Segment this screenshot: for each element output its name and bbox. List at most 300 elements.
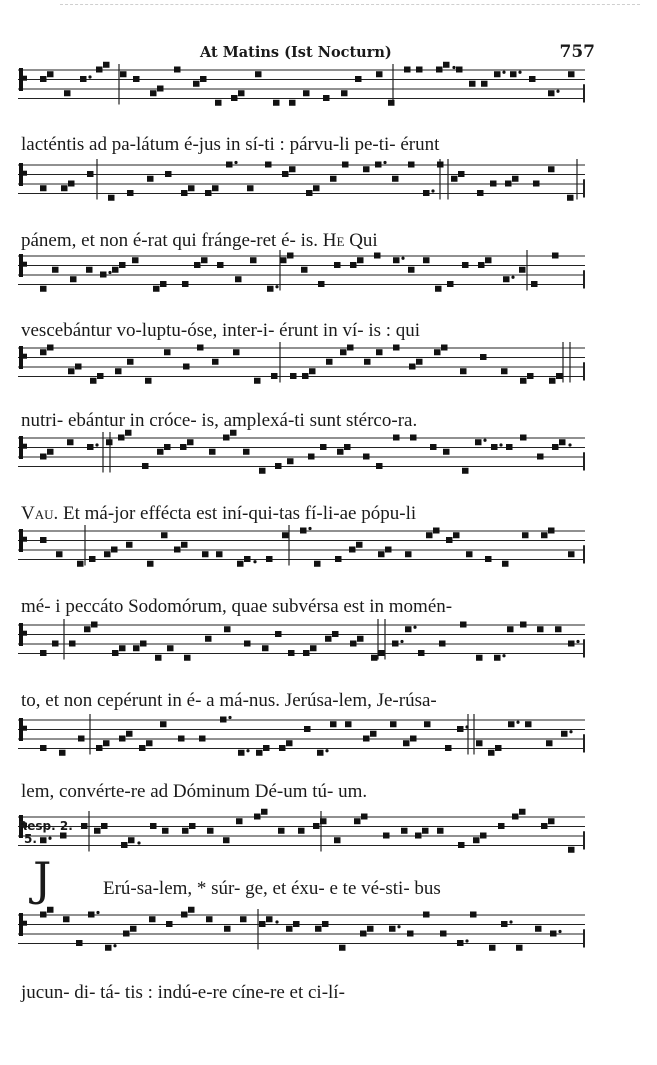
neume: [320, 818, 327, 824]
neume: [212, 359, 219, 365]
neume: [423, 912, 430, 918]
mora-dot: [483, 439, 486, 442]
neume: [162, 828, 169, 834]
neume: [80, 76, 87, 82]
neume: [330, 176, 337, 182]
neume: [478, 262, 485, 268]
neume: [451, 176, 458, 182]
mora-dot: [568, 443, 571, 446]
mora-dot: [113, 944, 116, 947]
neume: [189, 823, 196, 829]
neume: [147, 561, 154, 567]
neume: [262, 645, 269, 651]
neume: [78, 736, 85, 742]
neume: [416, 359, 423, 365]
neume: [87, 171, 94, 177]
neume: [548, 166, 555, 172]
neume: [289, 166, 296, 172]
neume: [282, 532, 289, 538]
neume: [237, 561, 244, 567]
neume: [96, 745, 103, 751]
neume: [502, 561, 509, 567]
neume: [501, 368, 508, 374]
neume: [244, 641, 251, 647]
neume: [263, 745, 270, 751]
neume: [371, 655, 378, 661]
mora-dot: [569, 730, 572, 733]
neume: [491, 444, 498, 450]
neume: [410, 435, 417, 441]
neume: [503, 276, 510, 282]
neume: [146, 740, 153, 746]
neume: [393, 257, 400, 263]
neume: [422, 828, 429, 834]
mora-dot: [383, 161, 386, 164]
neume: [403, 740, 410, 746]
neume: [103, 740, 110, 746]
neume: [408, 162, 415, 168]
mora-dot: [137, 841, 140, 844]
neume: [460, 622, 467, 628]
mora-dot: [509, 920, 512, 923]
neume: [149, 916, 156, 922]
neume: [302, 373, 309, 379]
neume: [161, 532, 168, 538]
lyric-line-last: jucun- di- tá- tis : indú-e-re cíne-re et ci-lí-: [21, 982, 345, 1003]
neume: [188, 185, 195, 191]
neume: [87, 444, 94, 450]
neume: [480, 354, 487, 360]
neume: [202, 551, 209, 557]
neume: [332, 631, 339, 637]
neume: [94, 828, 101, 834]
neume: [501, 921, 508, 927]
neume: [552, 253, 559, 259]
mora-dot: [234, 161, 237, 164]
neume: [90, 378, 97, 384]
neume: [494, 655, 501, 661]
neume: [164, 444, 171, 450]
neume: [507, 626, 514, 632]
neume: [112, 650, 119, 656]
mora-dot: [576, 640, 579, 643]
mora-dot: [397, 925, 400, 928]
neume: [535, 926, 542, 932]
neume: [157, 449, 164, 455]
neume: [423, 257, 430, 263]
neume: [410, 736, 417, 742]
neume: [322, 921, 329, 927]
neume: [266, 556, 273, 562]
neume: [59, 750, 66, 756]
neume: [119, 262, 126, 268]
lyric-line-7: to, et non cepérunt in é- a má-nus. Jerúsa-lem, Je-rúsa-: [21, 690, 437, 711]
neume: [520, 622, 527, 628]
clef: [22, 444, 27, 449]
neume: [458, 171, 465, 177]
neume: [287, 458, 294, 464]
neume: [97, 373, 104, 379]
neume: [40, 745, 47, 751]
neume: [320, 444, 327, 450]
neume: [259, 468, 266, 474]
mora-dot: [95, 443, 98, 446]
neume: [376, 71, 383, 77]
neume: [378, 551, 385, 557]
neume: [75, 364, 82, 370]
neume: [289, 100, 296, 106]
neume: [424, 721, 431, 727]
neume: [334, 262, 341, 268]
neume: [437, 828, 444, 834]
neume: [350, 262, 357, 268]
lyric-line-5: Vau. Et má-jor effécta est iní-qui-tas fí-li-ae pópu-li: [21, 503, 417, 524]
neume: [206, 916, 213, 922]
neume: [68, 181, 75, 187]
neume: [519, 809, 526, 815]
neume: [354, 818, 361, 824]
mora-dot: [556, 90, 559, 93]
neume: [286, 740, 293, 746]
neume: [119, 645, 126, 651]
neume: [344, 444, 351, 450]
neume: [166, 921, 173, 927]
neume: [440, 931, 447, 937]
neume: [215, 100, 222, 106]
neume: [393, 435, 400, 441]
neume: [200, 76, 207, 82]
neume: [374, 253, 381, 259]
mora-dot: [516, 721, 519, 724]
mora-dot: [502, 71, 505, 74]
neume: [541, 532, 548, 538]
neume: [40, 454, 47, 460]
neume: [376, 463, 383, 469]
neume: [520, 435, 527, 441]
neume: [127, 359, 134, 365]
neume: [181, 190, 188, 196]
drop-initial: J: [33, 852, 52, 906]
neume: [309, 368, 316, 374]
neume: [512, 814, 519, 820]
neume: [313, 185, 320, 191]
neume: [475, 439, 482, 445]
neume: [408, 267, 415, 273]
neume: [103, 62, 110, 68]
mora-dot: [275, 285, 278, 288]
neume: [559, 439, 566, 445]
neume: [550, 931, 557, 937]
neume: [447, 281, 454, 287]
mora-dot: [511, 276, 514, 279]
neume: [405, 626, 412, 632]
neume: [370, 731, 377, 737]
page-number: 757: [559, 42, 595, 62]
neume: [375, 162, 382, 168]
neume: [77, 561, 84, 567]
neume: [265, 162, 272, 168]
neume: [443, 62, 450, 68]
neume: [40, 349, 47, 355]
neume: [155, 655, 162, 661]
neume: [132, 257, 139, 263]
neume: [193, 81, 200, 87]
neume: [126, 731, 133, 737]
neume: [453, 532, 460, 538]
neume: [356, 542, 363, 548]
lyric-line-6: mé- i peccáto Sodomórum, quae subvérsa est in momén-: [21, 596, 453, 617]
mora-dot: [108, 271, 111, 274]
neume: [233, 349, 240, 355]
neume: [306, 190, 313, 196]
neume: [355, 76, 362, 82]
neume: [133, 645, 140, 651]
neume: [409, 364, 416, 370]
neume: [40, 185, 47, 191]
neume: [247, 185, 254, 191]
neume: [238, 90, 245, 96]
neume: [61, 185, 68, 191]
neume: [164, 349, 171, 355]
lyric-line-3: vescebántur vo-luptu-óse, inter-i- érunt in ví- is : qui: [21, 320, 421, 341]
neume: [256, 750, 263, 756]
neume: [527, 373, 534, 379]
neume: [390, 721, 397, 727]
neume: [342, 162, 349, 168]
clef: [22, 262, 27, 267]
neume: [290, 373, 297, 379]
neume: [363, 166, 370, 172]
neume: [490, 181, 497, 187]
neume: [178, 736, 185, 742]
neume: [385, 547, 392, 553]
neume: [485, 257, 492, 263]
lyric-line-1: lacténtis ad pa-látum é-jus in sí-ti : párvu-li pe-ti- érunt: [21, 134, 440, 155]
neume: [279, 745, 286, 751]
neume: [388, 100, 395, 106]
neume: [275, 631, 282, 637]
neume: [350, 641, 357, 647]
neume: [224, 626, 231, 632]
neume: [347, 345, 354, 351]
responsory-label: Resp. 2. 5.: [18, 819, 73, 846]
neume: [52, 267, 59, 273]
neume: [349, 547, 356, 553]
lyric-line-2: pánem, et non é-rat qui fránge-ret é- is. He Qui: [21, 230, 378, 251]
neume: [456, 67, 463, 73]
neume: [267, 286, 274, 292]
neume: [231, 95, 238, 101]
neume: [533, 181, 540, 187]
neume: [314, 561, 321, 567]
neume: [273, 100, 280, 106]
neume: [525, 721, 532, 727]
neume: [280, 257, 287, 263]
neume: [435, 286, 442, 292]
neume: [259, 921, 266, 927]
neume: [212, 185, 219, 191]
neume: [315, 926, 322, 932]
neume: [47, 449, 54, 455]
neume: [160, 721, 167, 727]
neume: [561, 731, 568, 737]
clef: [22, 921, 27, 926]
neume: [275, 463, 282, 469]
neume: [243, 449, 250, 455]
neume: [47, 345, 54, 351]
mora-dot: [413, 626, 416, 629]
neume: [443, 449, 450, 455]
mora-dot: [308, 527, 311, 530]
mora-dot: [465, 939, 468, 942]
neume: [188, 907, 195, 913]
neume: [520, 378, 527, 384]
neume: [207, 828, 214, 834]
neume: [167, 645, 174, 651]
neume: [100, 272, 107, 278]
neume: [40, 912, 47, 918]
neume: [470, 912, 477, 918]
neume: [537, 454, 544, 460]
neume: [458, 842, 465, 848]
neume: [254, 378, 261, 384]
neume: [112, 267, 119, 273]
neume: [389, 926, 396, 932]
neume: [378, 650, 385, 656]
neume: [519, 267, 526, 273]
neume: [548, 90, 555, 96]
neume: [367, 926, 374, 932]
neume: [326, 359, 333, 365]
mora-dot: [325, 749, 328, 752]
neume: [47, 907, 54, 913]
neume: [104, 551, 111, 557]
neume: [139, 745, 146, 751]
neume: [318, 281, 325, 287]
neume: [405, 551, 412, 557]
neume: [341, 90, 348, 96]
neume: [68, 368, 75, 374]
neume: [310, 645, 317, 651]
neume: [56, 551, 63, 557]
neume: [506, 444, 513, 450]
neume: [552, 444, 559, 450]
neume: [86, 267, 93, 273]
neume: [88, 912, 95, 918]
neume: [460, 368, 467, 374]
neume: [548, 818, 555, 824]
neume: [184, 655, 191, 661]
neume: [337, 449, 344, 455]
neume: [446, 537, 453, 543]
neume: [334, 837, 341, 843]
mora-dot: [465, 725, 468, 728]
neume: [480, 833, 487, 839]
neume: [439, 641, 446, 647]
neume: [236, 818, 243, 824]
neume: [121, 842, 128, 848]
neume: [238, 750, 245, 756]
neume: [70, 276, 77, 282]
neume: [118, 435, 125, 441]
neume: [498, 823, 505, 829]
mora-dot: [502, 654, 505, 657]
neume: [445, 745, 452, 751]
neume: [217, 262, 224, 268]
neume: [123, 931, 130, 937]
neume: [157, 86, 164, 92]
neume: [69, 641, 76, 647]
neume: [180, 444, 187, 450]
neume: [181, 912, 188, 918]
neume: [101, 823, 108, 829]
neume: [477, 190, 484, 196]
neume: [287, 253, 294, 259]
neume: [433, 528, 440, 534]
neume: [555, 626, 562, 632]
neume: [476, 655, 483, 661]
neume: [304, 726, 311, 732]
neume: [537, 626, 544, 632]
neume: [224, 926, 231, 932]
neume: [145, 378, 152, 384]
neume: [165, 171, 172, 177]
neume: [423, 190, 430, 196]
neume: [541, 823, 548, 829]
neume: [288, 650, 295, 656]
neume: [278, 828, 285, 834]
neume: [430, 444, 437, 450]
neume: [250, 257, 257, 263]
neume: [476, 740, 483, 746]
neume: [266, 916, 273, 922]
neume: [357, 257, 364, 263]
neume: [261, 809, 268, 815]
neume: [426, 532, 433, 538]
neume: [286, 926, 293, 932]
neume: [293, 921, 300, 927]
neume: [510, 71, 517, 77]
clef: [22, 726, 27, 731]
neume: [40, 76, 47, 82]
neume: [160, 281, 167, 287]
neume: [556, 373, 563, 379]
neume: [434, 349, 441, 355]
neume: [40, 650, 47, 656]
neume: [147, 176, 154, 182]
neume: [130, 926, 137, 932]
neume: [495, 745, 502, 751]
neume: [317, 750, 324, 756]
neume: [76, 940, 83, 946]
hebrew-letter-he: He: [322, 230, 345, 251]
neume: [182, 281, 189, 287]
neume: [174, 67, 181, 73]
neume: [40, 537, 47, 543]
neume: [244, 556, 251, 562]
neume: [91, 622, 98, 628]
neume: [223, 837, 230, 843]
neume: [271, 373, 278, 379]
neume: [416, 67, 423, 73]
neume: [567, 195, 574, 201]
neume: [357, 636, 364, 642]
neume: [133, 76, 140, 82]
neume: [126, 542, 133, 548]
neume: [120, 71, 127, 77]
neume: [418, 650, 425, 656]
neume: [105, 945, 112, 951]
